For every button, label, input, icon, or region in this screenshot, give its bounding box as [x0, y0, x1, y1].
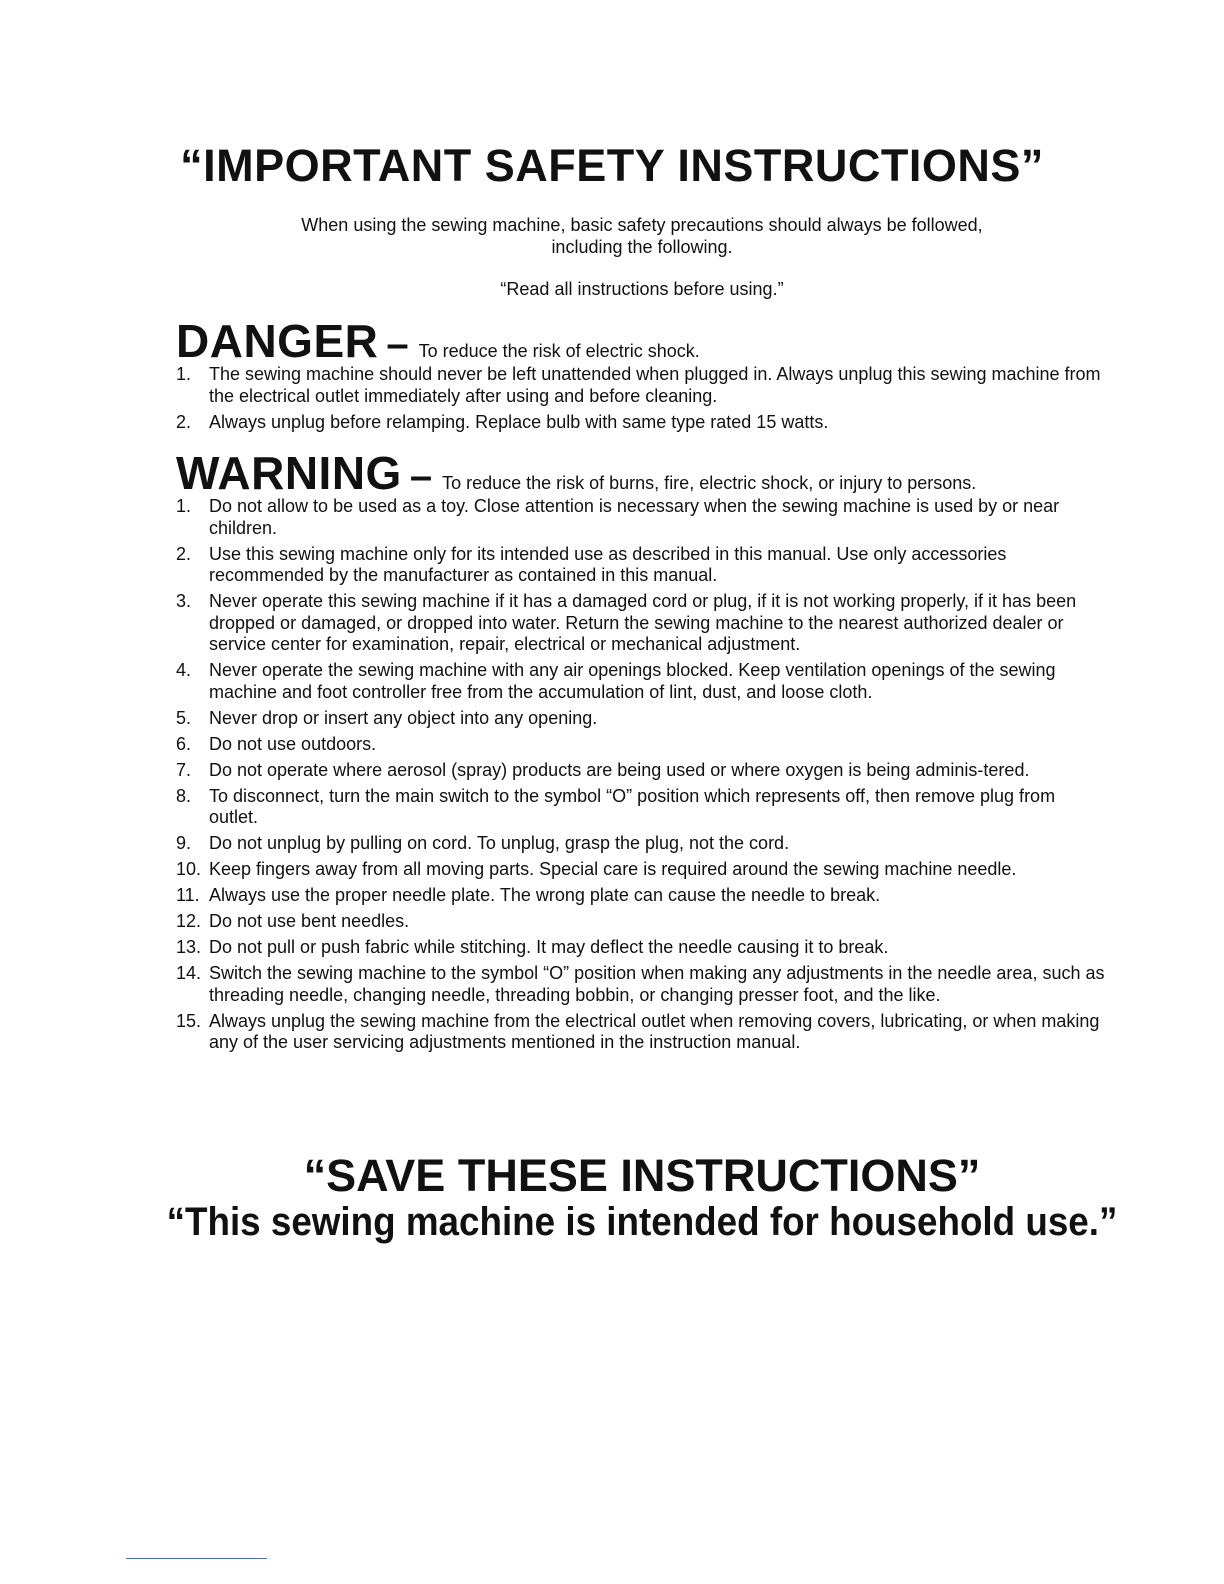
footer-rule	[126, 1558, 267, 1559]
list-item	[176, 364, 1108, 407]
list-item	[176, 544, 1108, 587]
item-number: 8.	[176, 785, 192, 806]
list-item	[176, 885, 1108, 907]
list-item	[176, 1011, 1108, 1054]
item-text: To disconnect, turn the main switch to the symbol “O” position which represents off, then remove plug from outlet.	[209, 785, 1056, 827]
danger-subtitle: To reduce the risk of electric shock.	[418, 341, 700, 361]
list-item	[176, 786, 1108, 829]
item-text: Always unplug the sewing machine from the electrical outlet when removing covers, lubricating, or when making any of the user servicing adjustments mentioned in the instruction manual.	[209, 1010, 1100, 1052]
read-all-note: “Read all instructions before using.”	[500, 279, 784, 299]
intro-line-2: including the following.	[551, 237, 733, 257]
list-item	[176, 963, 1108, 1006]
intro-text	[0, 214, 1224, 258]
list-item	[176, 708, 1108, 730]
item-text: Use this sewing machine only for its intended use as described in this manual. Use only accessories recommended by the manufacturer as contained in this manual.	[209, 543, 1007, 585]
save-instructions-heading: “SAVE THESE INSTRUCTIONS”	[303, 1150, 981, 1201]
item-number: 1.	[176, 364, 192, 384]
item-number: 2.	[176, 543, 192, 564]
household-use-notice: “This sewing machine is intended for household use.”	[166, 1200, 1118, 1244]
page-title: “IMPORTANT SAFETY INSTRUCTIONS”	[180, 140, 1044, 191]
danger-list	[176, 364, 1108, 438]
list-item	[176, 859, 1108, 881]
item-number: 11.	[176, 885, 200, 905]
list-item	[176, 911, 1108, 933]
item-text: Switch the sewing machine to the symbol “O” position when making any adjustments in the needle area, such as threading needle, changing needle, threading bobbin, or changing presser foot, and the like.	[209, 963, 1105, 1005]
list-item	[176, 833, 1108, 855]
item-number: 12.	[176, 911, 202, 931]
item-text: Never drop or insert any object into any opening.	[209, 707, 598, 728]
item-number: 4.	[176, 660, 192, 680]
item-number: 7.	[176, 759, 192, 780]
list-item	[176, 760, 1108, 782]
item-text: Do not pull or push fabric while stitching. It may deflect the needle causing it to break.	[209, 937, 889, 957]
item-number: 6.	[176, 733, 192, 754]
item-number: 13.	[176, 937, 202, 957]
warning-subtitle: To reduce the risk of burns, fire, electric shock, or injury to persons.	[442, 473, 977, 493]
list-item	[176, 591, 1108, 656]
list-item	[176, 660, 1108, 703]
list-item	[176, 412, 1108, 434]
item-text: Do not unplug by pulling on cord. To unplug, grasp the plug, not the cord.	[209, 833, 790, 853]
item-text: Do not allow to be used as a toy. Close attention is necessary when the sewing machine is used by or near children.	[209, 496, 1060, 538]
item-text: Do not use bent needles.	[209, 911, 410, 931]
item-text: The sewing machine should never be left unattended when plugged in. Always unplug this sewing machine from the electrical outlet immediately after using and before cleaning.	[209, 364, 1101, 406]
item-number: 1.	[176, 496, 192, 516]
item-text: Keep fingers away from all moving parts. Special care is required around the sewing machine needle.	[209, 859, 1017, 879]
list-item	[176, 937, 1108, 959]
item-number: 14.	[176, 963, 202, 983]
danger-heading	[176, 314, 700, 368]
danger-label: DANGER	[176, 315, 379, 367]
item-text: Never operate this sewing machine if it has a damaged cord or plug, if it is not working properly, if it has been dropped or damaged, or dropped into water. Return the sewing machine to the nearest authorized dealer or service center for examination, repair, electrical or mechanical adjustment.	[209, 591, 1077, 654]
item-number: 2.	[176, 411, 192, 432]
item-number: 3.	[176, 591, 192, 611]
item-number: 15.	[176, 1010, 202, 1031]
warning-label: WARNING	[176, 447, 402, 499]
item-text: Do not use outdoors.	[209, 733, 377, 754]
warning-heading	[176, 446, 976, 500]
item-text: Always use the proper needle plate. The wrong plate can cause the needle to break.	[209, 885, 881, 905]
item-text: Do not operate where aerosol (spray) products are being used or where oxygen is being adminis-tered.	[209, 759, 1030, 780]
item-number: 9.	[176, 833, 192, 853]
danger-dash: –	[386, 322, 409, 366]
warning-list	[176, 496, 1108, 1058]
item-text: Never operate the sewing machine with any air openings blocked. Keep ventilation openings of the sewing machine and foot controller free from the accumulation of lint, dust, and loose cloth.	[209, 660, 1056, 702]
intro-line-1: When using the sewing machine, basic safety precautions should always be followed,	[301, 215, 983, 235]
list-item	[176, 734, 1108, 756]
item-text: Always unplug before relamping. Replace bulb with same type rated 15 watts.	[209, 411, 829, 432]
item-number: 5.	[176, 707, 192, 728]
item-number: 10.	[176, 859, 202, 879]
warning-dash: –	[409, 454, 433, 498]
list-item	[176, 496, 1108, 539]
